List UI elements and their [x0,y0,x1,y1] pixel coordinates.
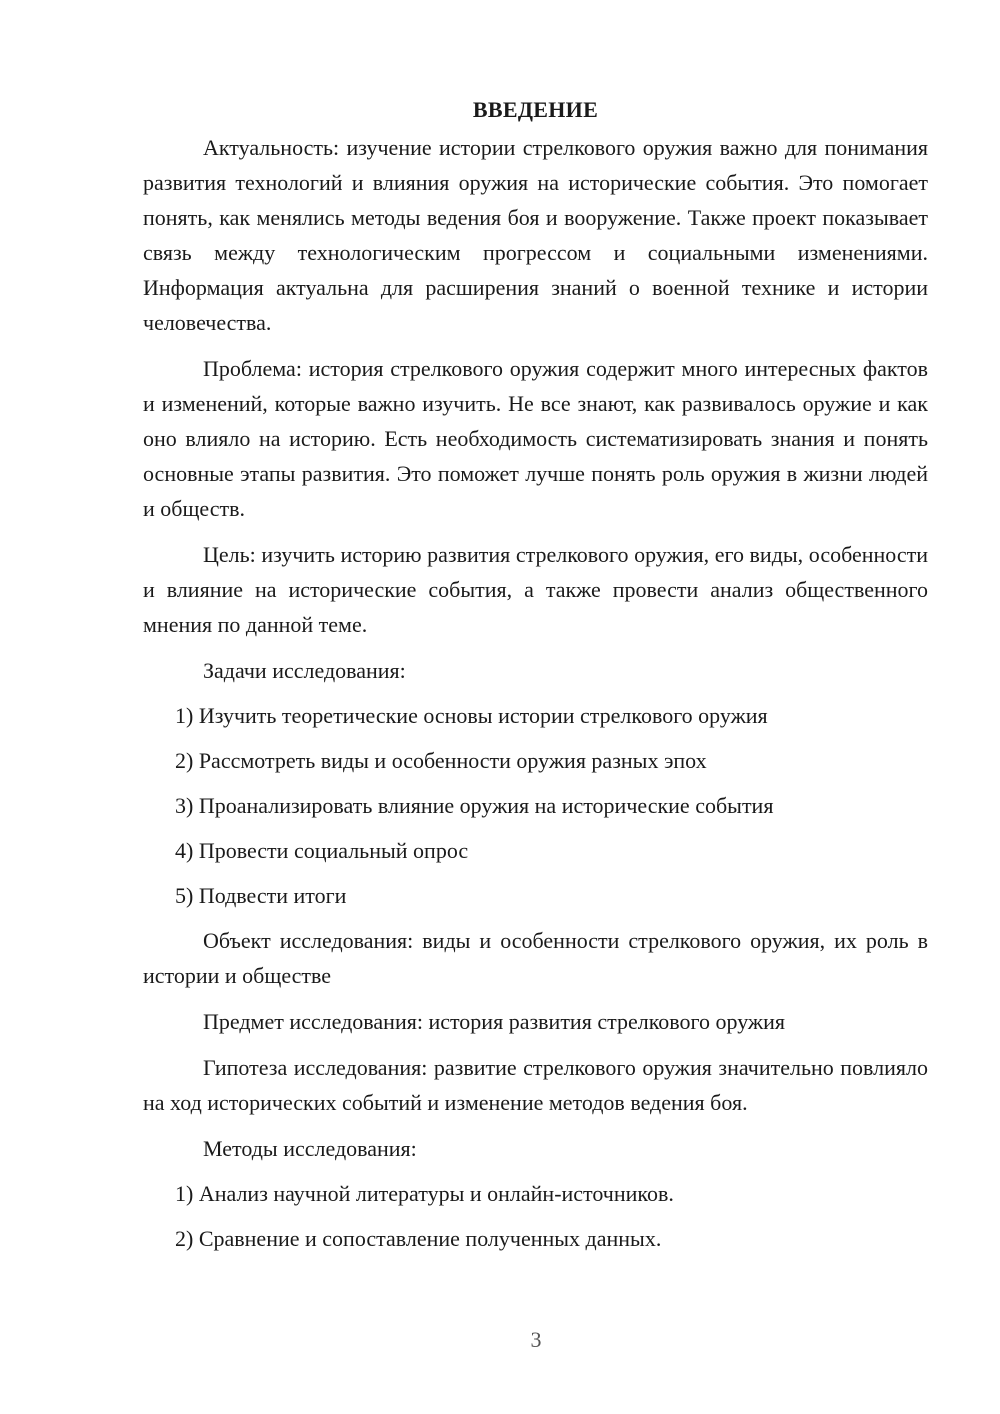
section-title: ВВЕДЕНИЕ [472,97,599,122]
list-item: 4) Провести социальный опрос [175,838,469,863]
list-item: 1) Изучить теоретические основы истории стрелкового оружия [175,703,768,728]
tasks-label: Задачи исследования: [203,658,406,683]
problem-paragraph: Проблема: история стрелкового оружия содержит много интересных фактов и изменений, которые важно изучить. Не все знают, как развивалось оружие и как оно влияло на историю. Есть необходимость систематизировать знания и понять основные этапы развития. Это поможет лучше понять роль оружия в жизни людей и обществ. [143,356,928,521]
page-number: 3 [530,1327,542,1352]
relevance-paragraph: Актуальность: изучение истории стрелкового оружия важно для понимания развития технологий и влияния оружия на исторические события. Это помогает понять, как менялись методы ведения боя и вооружение. Также проект показывает связь между технологическим прогрессом и социальными изменениями. Информация актуальна для расширения знаний о военной технике и истории человечества. [143,135,928,335]
hypothesis-paragraph: Гипотеза исследования: развитие стрелкового оружия значительно повлияло на ход исторических событий и изменение методов ведения боя. [143,1055,928,1115]
list-item: 2) Сравнение и сопоставление полученных данных. [175,1226,662,1251]
document-page [143,92,928,1266]
tasks-list [143,698,928,913]
subject-paragraph: Предмет исследования: история развития стрелкового оружия [203,1009,786,1034]
methods-label: Методы исследования: [203,1136,417,1161]
list-item: 5) Подвести итоги [175,883,347,908]
list-item: 2) Рассмотреть виды и особенности оружия разных эпох [175,748,707,773]
methods-list [143,1176,928,1256]
list-item: 3) Проанализировать влияние оружия на исторические события [175,793,774,818]
goal-paragraph: Цель: изучить историю развития стрелкового оружия, его виды, особенности и влияние на исторические события, а также провести анализ общественного мнения по данной теме. [143,542,928,637]
list-item: 1) Анализ научной литературы и онлайн-источников. [175,1181,674,1206]
object-paragraph: Объект исследования: виды и особенности стрелкового оружия, их роль в истории и обществе [143,928,928,988]
